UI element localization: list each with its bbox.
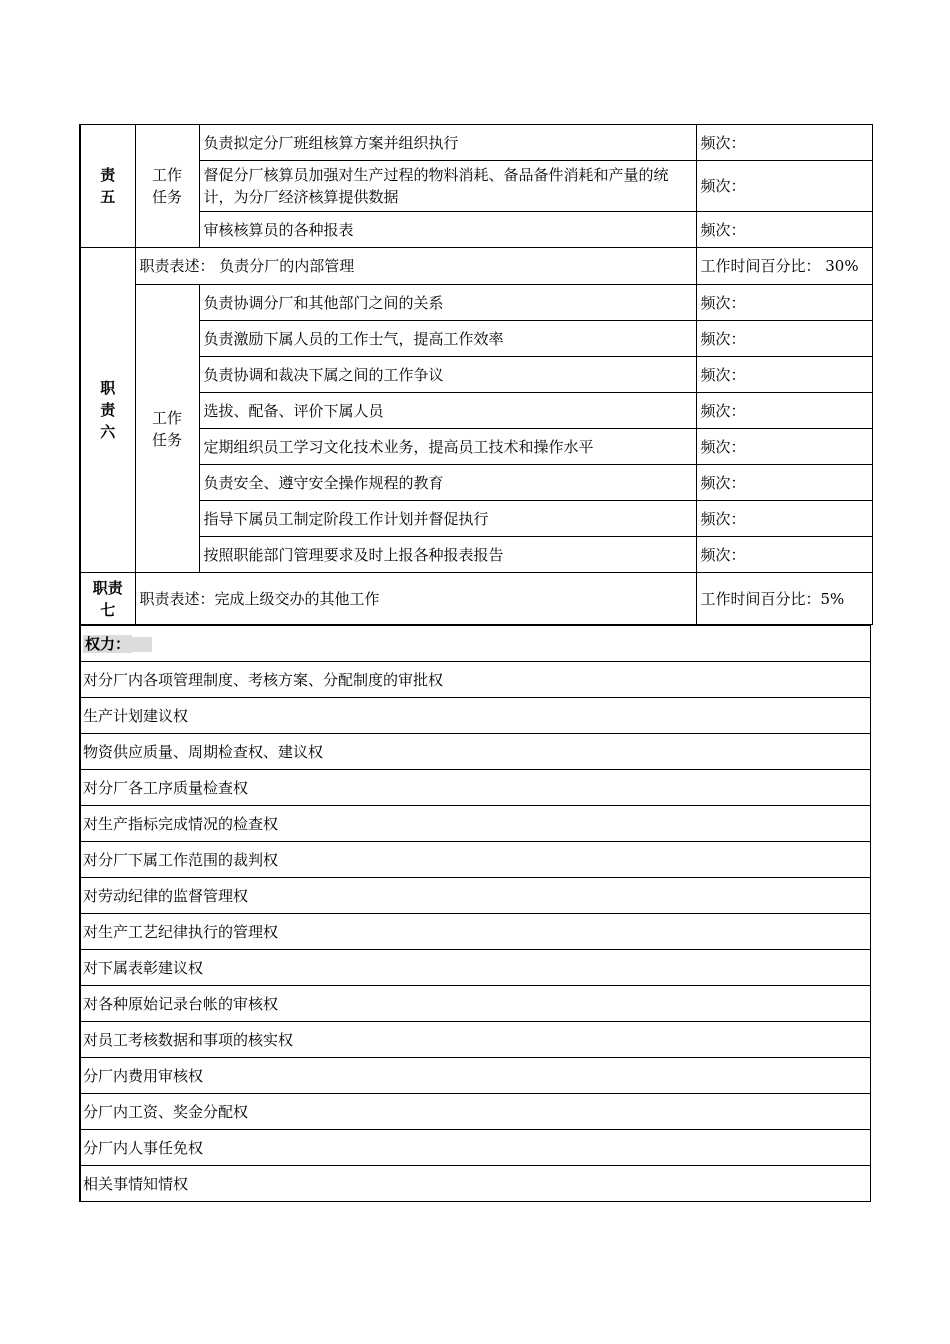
- duty6-statement: 职责表述： 负责分厂的内部管理: [135, 248, 696, 285]
- duty5-label: [80, 125, 135, 248]
- task-frequency: 频次：: [696, 321, 872, 357]
- duty7-time-percentage: 工作时间百分比：5%: [696, 573, 872, 625]
- task-frequency: 频次：: [696, 212, 872, 248]
- duties-table: [79, 124, 873, 625]
- task-label-line: 工作: [151, 166, 182, 184]
- duty6-statement-row: [80, 248, 872, 285]
- duty6-label: [80, 248, 135, 573]
- power-item: 分厂内人事任免权: [80, 1130, 871, 1166]
- task-text: 定期组织员工学习文化技术业务，提高员工技术和操作水平: [199, 429, 696, 465]
- power-item: 对生产工艺纪律执行的管理权: [80, 914, 871, 950]
- duty6-task-row: [80, 465, 872, 501]
- duty6-task-label: [135, 285, 199, 573]
- task-frequency: 频次：: [696, 125, 872, 161]
- task-frequency: 频次：: [696, 465, 872, 501]
- powers-title-cell: [80, 625, 871, 662]
- duty5-label-line: 五: [100, 188, 116, 206]
- job-description-page: [79, 124, 871, 1202]
- duty5-task-row: [80, 161, 872, 212]
- power-item-row: [80, 1022, 871, 1058]
- duty6-task-row: [80, 429, 872, 465]
- duty5-task-label: [135, 125, 199, 248]
- duty6-task-row: [80, 501, 872, 537]
- power-item-row: [80, 698, 871, 734]
- powers-title-row: [80, 625, 871, 662]
- task-text: 审核核算员的各种报表: [199, 212, 696, 248]
- powers-title: 权力：: [85, 634, 131, 653]
- power-item: 物资供应质量、周期检查权、建议权: [80, 734, 871, 770]
- duty5-task-row: [80, 125, 872, 161]
- task-frequency: 频次：: [696, 285, 872, 321]
- powers-table: [79, 624, 871, 1202]
- power-item-row: [80, 770, 871, 806]
- task-text: 负责协调分厂和其他部门之间的关系: [199, 285, 696, 321]
- power-item-row: [80, 1166, 871, 1202]
- task-label-line: 任务: [151, 188, 182, 206]
- task-frequency: 频次：: [696, 161, 872, 212]
- power-item-row: [80, 806, 871, 842]
- duty6-task-row: [80, 537, 872, 573]
- power-item-row: [80, 914, 871, 950]
- duty6-task-row: [80, 357, 872, 393]
- power-item: 对劳动纪律的监督管理权: [80, 878, 871, 914]
- task-text: 负责拟定分厂班组核算方案并组织执行: [199, 125, 696, 161]
- power-item-row: [80, 662, 871, 698]
- power-item-row: [80, 950, 871, 986]
- task-frequency: 频次：: [696, 501, 872, 537]
- duty6-task-row: [80, 393, 872, 429]
- duty6-label-line: 六: [100, 423, 116, 441]
- power-item: 生产计划建议权: [80, 698, 871, 734]
- task-text: 督促分厂核算员加强对生产过程的物料消耗、备品备件消耗和产量的统计，为分厂经济核算提供数据: [199, 161, 696, 212]
- power-item-row: [80, 1094, 871, 1130]
- power-item: 对生产指标完成情况的检查权: [80, 806, 871, 842]
- duty6-task-row: [80, 321, 872, 357]
- task-text: 负责激励下属人员的工作士气，提高工作效率: [199, 321, 696, 357]
- power-item: 对分厂内各项管理制度、考核方案、分配制度的审批权: [80, 662, 871, 698]
- duty7-label: [80, 573, 135, 625]
- task-text: 选拔、配备、评价下属人员: [199, 393, 696, 429]
- task-frequency: 频次：: [696, 393, 872, 429]
- duty7-label-line: 职责: [92, 578, 123, 597]
- task-text: 指导下属员工制定阶段工作计划并督促执行: [199, 501, 696, 537]
- title-shade: [130, 637, 152, 652]
- duty5-label-line: 责: [100, 166, 116, 184]
- duty6-label-line: 职: [100, 379, 116, 397]
- duty7-label-line: 七: [100, 600, 116, 619]
- power-item: 对各种原始记录台帐的审核权: [80, 986, 871, 1022]
- power-item-row: [80, 1058, 871, 1094]
- duty6-time-percentage: 工作时间百分比： 30%: [696, 248, 872, 285]
- power-item: 对下属表彰建议权: [80, 950, 871, 986]
- task-text: 按照职能部门管理要求及时上报各种报表报告: [199, 537, 696, 573]
- duty5-task-row: [80, 212, 872, 248]
- power-item-row: [80, 986, 871, 1022]
- task-frequency: 频次：: [696, 537, 872, 573]
- power-item: 相关事情知情权: [80, 1166, 871, 1202]
- duty7-row: [80, 573, 872, 625]
- task-frequency: 频次：: [696, 429, 872, 465]
- duty6-label-line: 责: [100, 401, 116, 419]
- task-text: 负责协调和裁决下属之间的工作争议: [199, 357, 696, 393]
- task-label-line: 工作: [151, 408, 182, 427]
- power-item-row: [80, 1130, 871, 1166]
- task-frequency: 频次：: [696, 357, 872, 393]
- power-item: 对分厂下属工作范围的裁判权: [80, 842, 871, 878]
- power-item: 对分厂各工序质量检查权: [80, 770, 871, 806]
- duty7-statement: 职责表述：完成上级交办的其他工作: [135, 573, 696, 625]
- duty6-task-row: [80, 285, 872, 321]
- task-text: 负责安全、遵守安全操作规程的教育: [199, 465, 696, 501]
- power-item: 对员工考核数据和事项的核实权: [80, 1022, 871, 1058]
- power-item: 分厂内费用审核权: [80, 1058, 871, 1094]
- power-item-row: [80, 878, 871, 914]
- power-item: 分厂内工资、奖金分配权: [80, 1094, 871, 1130]
- power-item-row: [80, 734, 871, 770]
- task-label-line: 任务: [151, 430, 182, 449]
- power-item-row: [80, 842, 871, 878]
